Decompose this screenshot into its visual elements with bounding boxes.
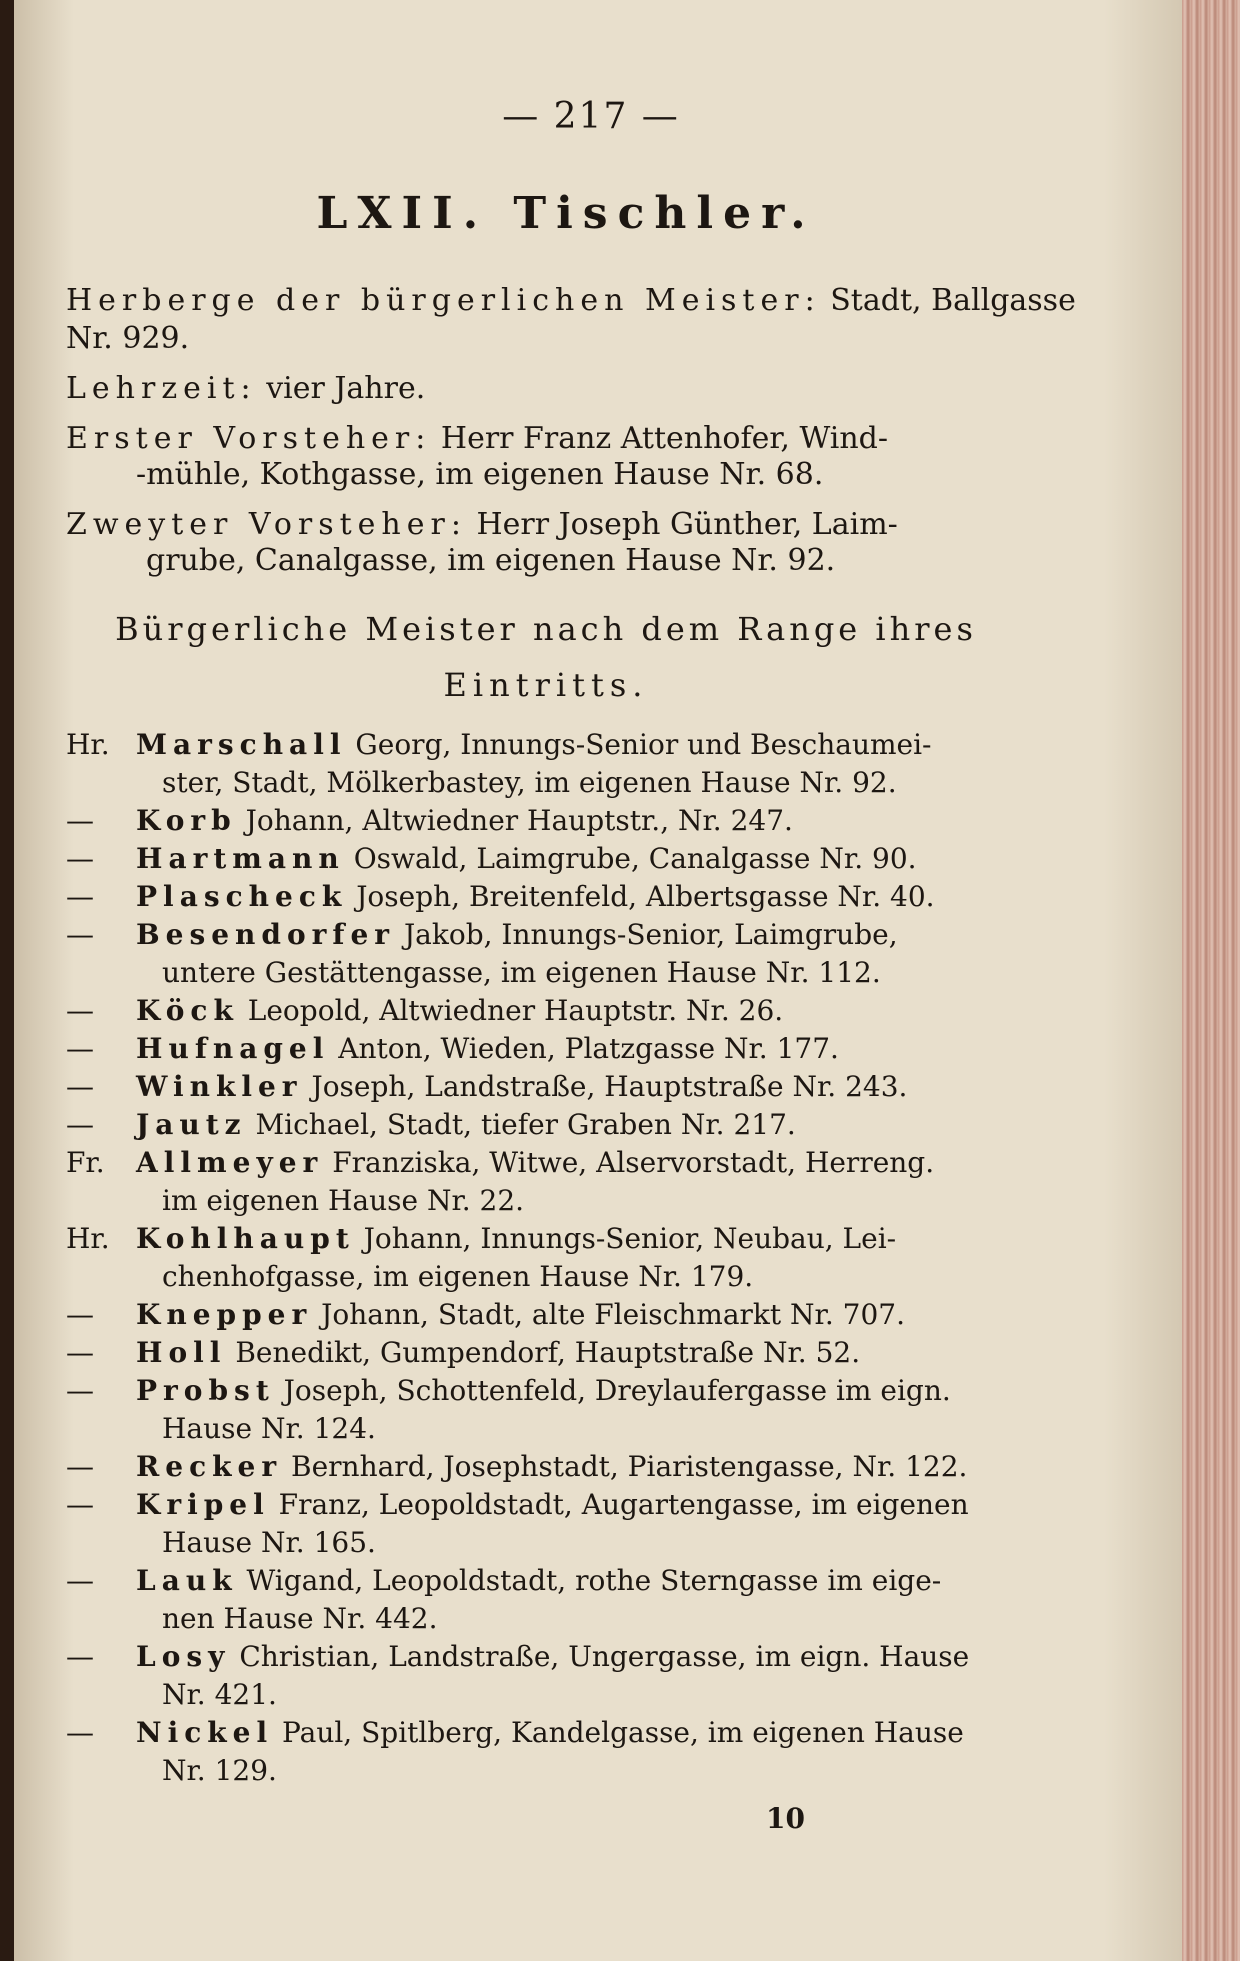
herberge-line [66, 283, 1076, 318]
entry-name: Allmeyer [136, 1146, 324, 1179]
entry-text: Johann, Altwiedner Hauptstr., Nr. 247. [245, 804, 793, 837]
zweyter-label: Zweyter Vorsteher: [66, 507, 467, 542]
entry-prefix: — [66, 1488, 94, 1521]
entry-prefix: — [66, 1070, 94, 1103]
entry-name: Korb [136, 804, 237, 837]
erster-line [66, 422, 1026, 456]
entry-continuation: Nr. 421. [162, 1678, 277, 1711]
entry-name: Kohlhaupt [136, 1222, 355, 1255]
entry-continuation: im eigenen Hause Nr. 22. [162, 1184, 525, 1217]
entry-continuation: Hause Nr. 165. [162, 1526, 376, 1559]
entry-prefix: — [66, 1108, 94, 1141]
entry-name: Besendorfer [136, 918, 396, 951]
signature-mark: 10 [766, 1802, 805, 1835]
entry-prefix: — [66, 842, 94, 875]
list-item [66, 1070, 1026, 1104]
entry-continuation: Nr. 129. [162, 1754, 277, 1787]
herberge-cont: Nr. 929. [66, 321, 190, 356]
book-spine [0, 0, 14, 1961]
entry-prefix: Fr. [66, 1146, 105, 1179]
entry-continuation: Hause Nr. 124. [162, 1412, 376, 1445]
entry-text: Franz, Leopoldstadt, Augartengasse, im eigenen [278, 1488, 969, 1521]
page-edge [1182, 0, 1240, 1961]
entry-name: Recker [136, 1450, 283, 1483]
lehrzeit-text: vier Jahre. [266, 371, 426, 406]
entry-prefix: — [66, 1450, 94, 1483]
list-item [66, 1450, 1026, 1484]
entry-prefix: — [66, 1298, 94, 1331]
entry-prefix: Hr. [66, 1222, 110, 1255]
list-item [66, 1222, 1026, 1256]
entry-name: Winkler [136, 1070, 303, 1103]
entry-prefix: Hr. [66, 728, 110, 761]
lehrzeit-label: Lehrzeit: [66, 371, 257, 406]
entry-text: Joseph, Schottenfeld, Dreylaufergasse im eign. [283, 1374, 951, 1407]
entry-name: Marschall [136, 728, 347, 761]
list-item [66, 1146, 1026, 1180]
entry-prefix: — [66, 918, 94, 951]
lehrzeit-line [66, 372, 1026, 406]
zweyter-line [66, 508, 1026, 542]
entry-text: Leopold, Altwiedner Hauptstr. Nr. 26. [247, 994, 784, 1027]
page-number: — 217 — [502, 96, 680, 137]
entry-name: Jautz [136, 1108, 247, 1141]
list-item [66, 1108, 1026, 1142]
entry-text: Johann, Innungs-Senior, Neubau, Lei- [363, 1222, 897, 1255]
list-item [66, 842, 1026, 876]
section-title: LXII. Tischler. [316, 188, 816, 239]
entry-text: Paul, Spitlberg, Kandelgasse, im eigenen Hause [282, 1716, 964, 1749]
entry-prefix: — [66, 1336, 94, 1369]
zweyter-text: Herr Joseph Günther, Laim- [476, 507, 898, 542]
section-heading: Bürgerliche Meister nach dem Range ihres [115, 610, 977, 648]
herberge-label: Herberge der bürgerlichen Meister: [66, 283, 821, 318]
erster-text: Herr Franz Attenhofer, Wind- [440, 421, 889, 456]
entry-text: Anton, Wieden, Platzgasse Nr. 177. [338, 1032, 839, 1065]
entry-name: Kripel [136, 1488, 270, 1521]
entry-text: Joseph, Breitenfeld, Albertsgasse Nr. 40. [356, 880, 935, 913]
list-item [66, 1564, 1026, 1598]
list-item [66, 1032, 1026, 1066]
zweyter-cont: grube, Canalgasse, im eigenen Hause Nr. 92. [146, 543, 836, 578]
entry-name: Hufnagel [136, 1032, 330, 1065]
list-item [66, 1488, 1026, 1522]
entry-text: Georg, Innungs-Senior und Beschaumei- [355, 728, 932, 761]
entry-prefix: — [66, 1716, 94, 1749]
section-heading-cont: Eintritts. [443, 666, 649, 704]
book-page [14, 0, 1182, 1961]
entry-name: Köck [136, 994, 239, 1027]
entry-continuation: nen Hause Nr. 442. [162, 1602, 438, 1635]
entry-prefix: — [66, 804, 94, 837]
entry-text: Jakob, Innungs-Senior, Laimgrube, [403, 918, 898, 951]
list-item [66, 880, 1026, 914]
entry-continuation: untere Gestättengasse, im eigenen Hause Nr. 112. [162, 956, 881, 989]
entry-name: Nickel [136, 1716, 274, 1749]
entry-name: Losy [136, 1640, 231, 1673]
entry-text: Bernhard, Josephstadt, Piaristengasse, Nr. 122. [291, 1450, 968, 1483]
list-item [66, 1336, 1026, 1370]
entry-prefix: — [66, 1640, 94, 1673]
entry-continuation: ster, Stadt, Mölkerbastey, im eigenen Hause Nr. 92. [162, 766, 897, 799]
entry-text: Benedikt, Gumpendorf, Hauptstraße Nr. 52. [235, 1336, 861, 1369]
entry-text: Michael, Stadt, tiefer Graben Nr. 217. [255, 1108, 796, 1141]
entry-prefix: — [66, 1032, 94, 1065]
entry-name: Hartmann [136, 842, 345, 875]
entry-text: Christian, Landstraße, Ungergasse, im eign. Hause [239, 1640, 970, 1673]
list-item [66, 1716, 1026, 1750]
list-item [66, 804, 1026, 838]
entry-prefix: — [66, 880, 94, 913]
entry-name: Lauk [136, 1564, 238, 1597]
entry-name: Holl [136, 1336, 227, 1369]
entry-text: Johann, Stadt, alte Fleischmarkt Nr. 707. [321, 1298, 905, 1331]
entry-name: Probst [136, 1374, 275, 1407]
erster-cont: -mühle, Kothgasse, im eigenen Hause Nr. 68. [136, 457, 824, 492]
entry-text: Oswald, Laimgrube, Canalgasse Nr. 90. [353, 842, 917, 875]
entry-continuation: chenhofgasse, im eigenen Hause Nr. 179. [162, 1260, 754, 1293]
list-item [66, 918, 1026, 952]
entry-name: Plascheck [136, 880, 348, 913]
entry-text: Wigand, Leopoldstadt, rothe Sterngasse im eige- [246, 1564, 942, 1597]
entry-prefix: — [66, 994, 94, 1027]
erster-label: Erster Vorsteher: [66, 421, 432, 456]
entry-prefix: — [66, 1564, 94, 1597]
entry-text: Franziska, Witwe, Alservorstadt, Herreng. [332, 1146, 935, 1179]
herberge-text: Stadt, Ballgasse [830, 283, 1076, 318]
list-item [66, 728, 1026, 762]
list-item [66, 1374, 1026, 1408]
entry-name: Knepper [136, 1298, 313, 1331]
entry-prefix: — [66, 1374, 94, 1407]
list-item [66, 1640, 1026, 1674]
entry-text: Joseph, Landstraße, Hauptstraße Nr. 243. [311, 1070, 908, 1103]
list-item [66, 1298, 1026, 1332]
list-item [66, 994, 1026, 1028]
